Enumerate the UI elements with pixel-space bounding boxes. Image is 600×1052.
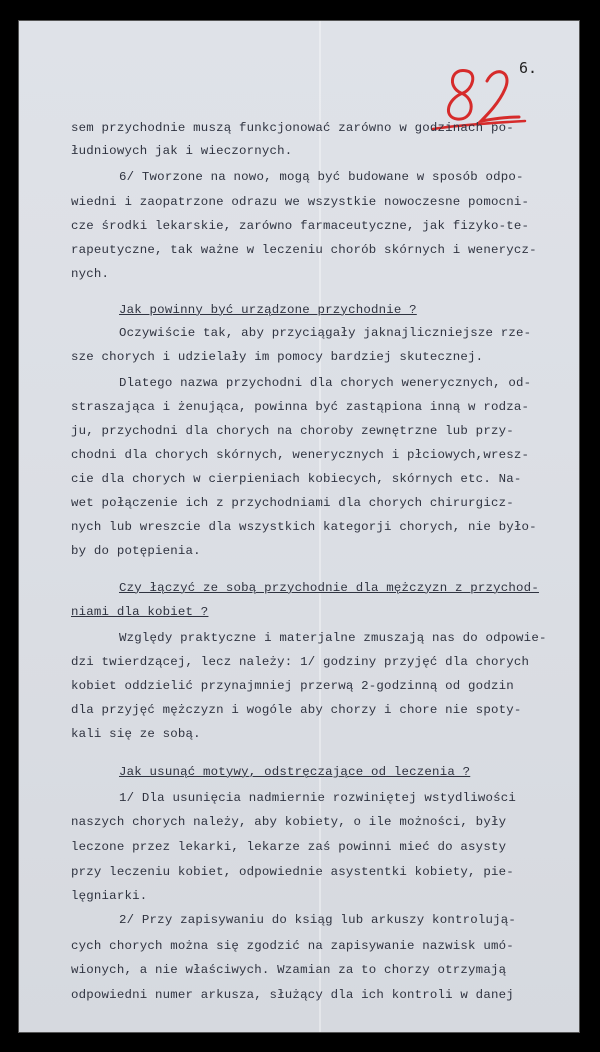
text-line: łudniowych jak i wieczornych. xyxy=(71,144,293,158)
text-line: wet połączenie ich z przychodniami dla chorych chirurgicz- xyxy=(71,496,514,510)
text-line: Dlatego nazwa przychodni dla chorych wenerycznych, od- xyxy=(119,376,532,390)
text-line: sze chorych i udzielały im pomocy bardziej skutecznej. xyxy=(71,350,484,364)
document-page xyxy=(18,20,580,1033)
text-line: dzi twierdzącej, lecz należy: 1/ godziny przyjęć dla chorych xyxy=(71,655,530,669)
page-number: 6. xyxy=(519,59,538,77)
text-line: cych chorych można się zgodzić na zapisywanie nazwisk umó- xyxy=(71,939,514,953)
text-line: Oczywiście tak, aby przyciągały jaknajliczniejsze rze- xyxy=(119,326,532,340)
text-line: straszająca i żenująca, powinna być zastąpiona inną w rodza- xyxy=(71,400,530,414)
section-heading: Jak usunąć motywy, odstręczające od leczenia ? xyxy=(119,765,471,779)
text-line: kali się ze sobą. xyxy=(71,727,201,741)
text-line: cie dla chorych w cierpieniach kobiecych, skórnych etc. Na- xyxy=(71,472,522,486)
text-line: lęgniarki. xyxy=(71,889,148,903)
text-line: 2/ Przy zapisywaniu do ksiąg lub arkuszy kontrolują- xyxy=(119,913,517,927)
section-heading: Czy łączyć ze sobą przychodnie dla mężczyzn z przychod- xyxy=(119,581,539,595)
text-line: nych. xyxy=(71,267,110,281)
text-line: odpowiedni numer arkusza, służący dla ich kontroli w danej xyxy=(71,988,514,1002)
text-line: ju, przychodni dla chorych na choroby zewnętrzne lub przy- xyxy=(71,424,514,438)
text-line: rapeutyczne, tak ważne w leczeniu chorób skórnych i wenerycz- xyxy=(71,243,537,257)
text-line: kobiet oddzielić przynajmniej przerwą 2-godzinną od godzin xyxy=(71,679,514,693)
text-line: 6/ Tworzone na nowo, mogą być budowane w sposób odpo- xyxy=(119,170,524,184)
text-line: by do potępienia. xyxy=(71,544,201,558)
text-line: przy leczeniu kobiet, odpowiednie asystentki kobiety, pie- xyxy=(71,865,514,879)
text-line: wionych, a nie właściwych. Wzamian za to chorzy otrzymają xyxy=(71,963,507,977)
text-line: dla przyjęć mężczyzn i wogóle aby chorzy i chore nie spoty- xyxy=(71,703,522,717)
text-line: Względy praktyczne i materjalne zmuszają nas do odpowie- xyxy=(119,631,547,645)
text-line: sem przychodnie muszą funkcjonować zarówno w godzinach po- xyxy=(71,121,514,135)
text-line: 1/ Dla usunięcia nadmiernie rozwiniętej wstydliwości xyxy=(119,791,517,805)
text-line: wiedni i zaopatrzone odrazu we wszystkie nowoczesne pomocni- xyxy=(71,195,530,209)
section-heading: Jak powinny być urządzone przychodnie ? xyxy=(119,303,417,317)
text-line: chodni dla chorych skórnych, wenerycznych i płciowych,wresz- xyxy=(71,448,530,462)
text-line: leczone przez lekarki, lekarze zaś powinni mieć do asysty xyxy=(71,840,507,854)
text-line: cze środki lekarskie, zarówno farmaceutyczne, jak fizyko-te- xyxy=(71,219,530,233)
text-line: nych lub wreszcie dla wszystkich kategorji chorych, nie było- xyxy=(71,520,537,534)
text-line: naszych chorych należy, aby kobiety, o ile możności, były xyxy=(71,815,507,829)
section-heading-cont: niami dla kobiet ? xyxy=(71,605,209,619)
